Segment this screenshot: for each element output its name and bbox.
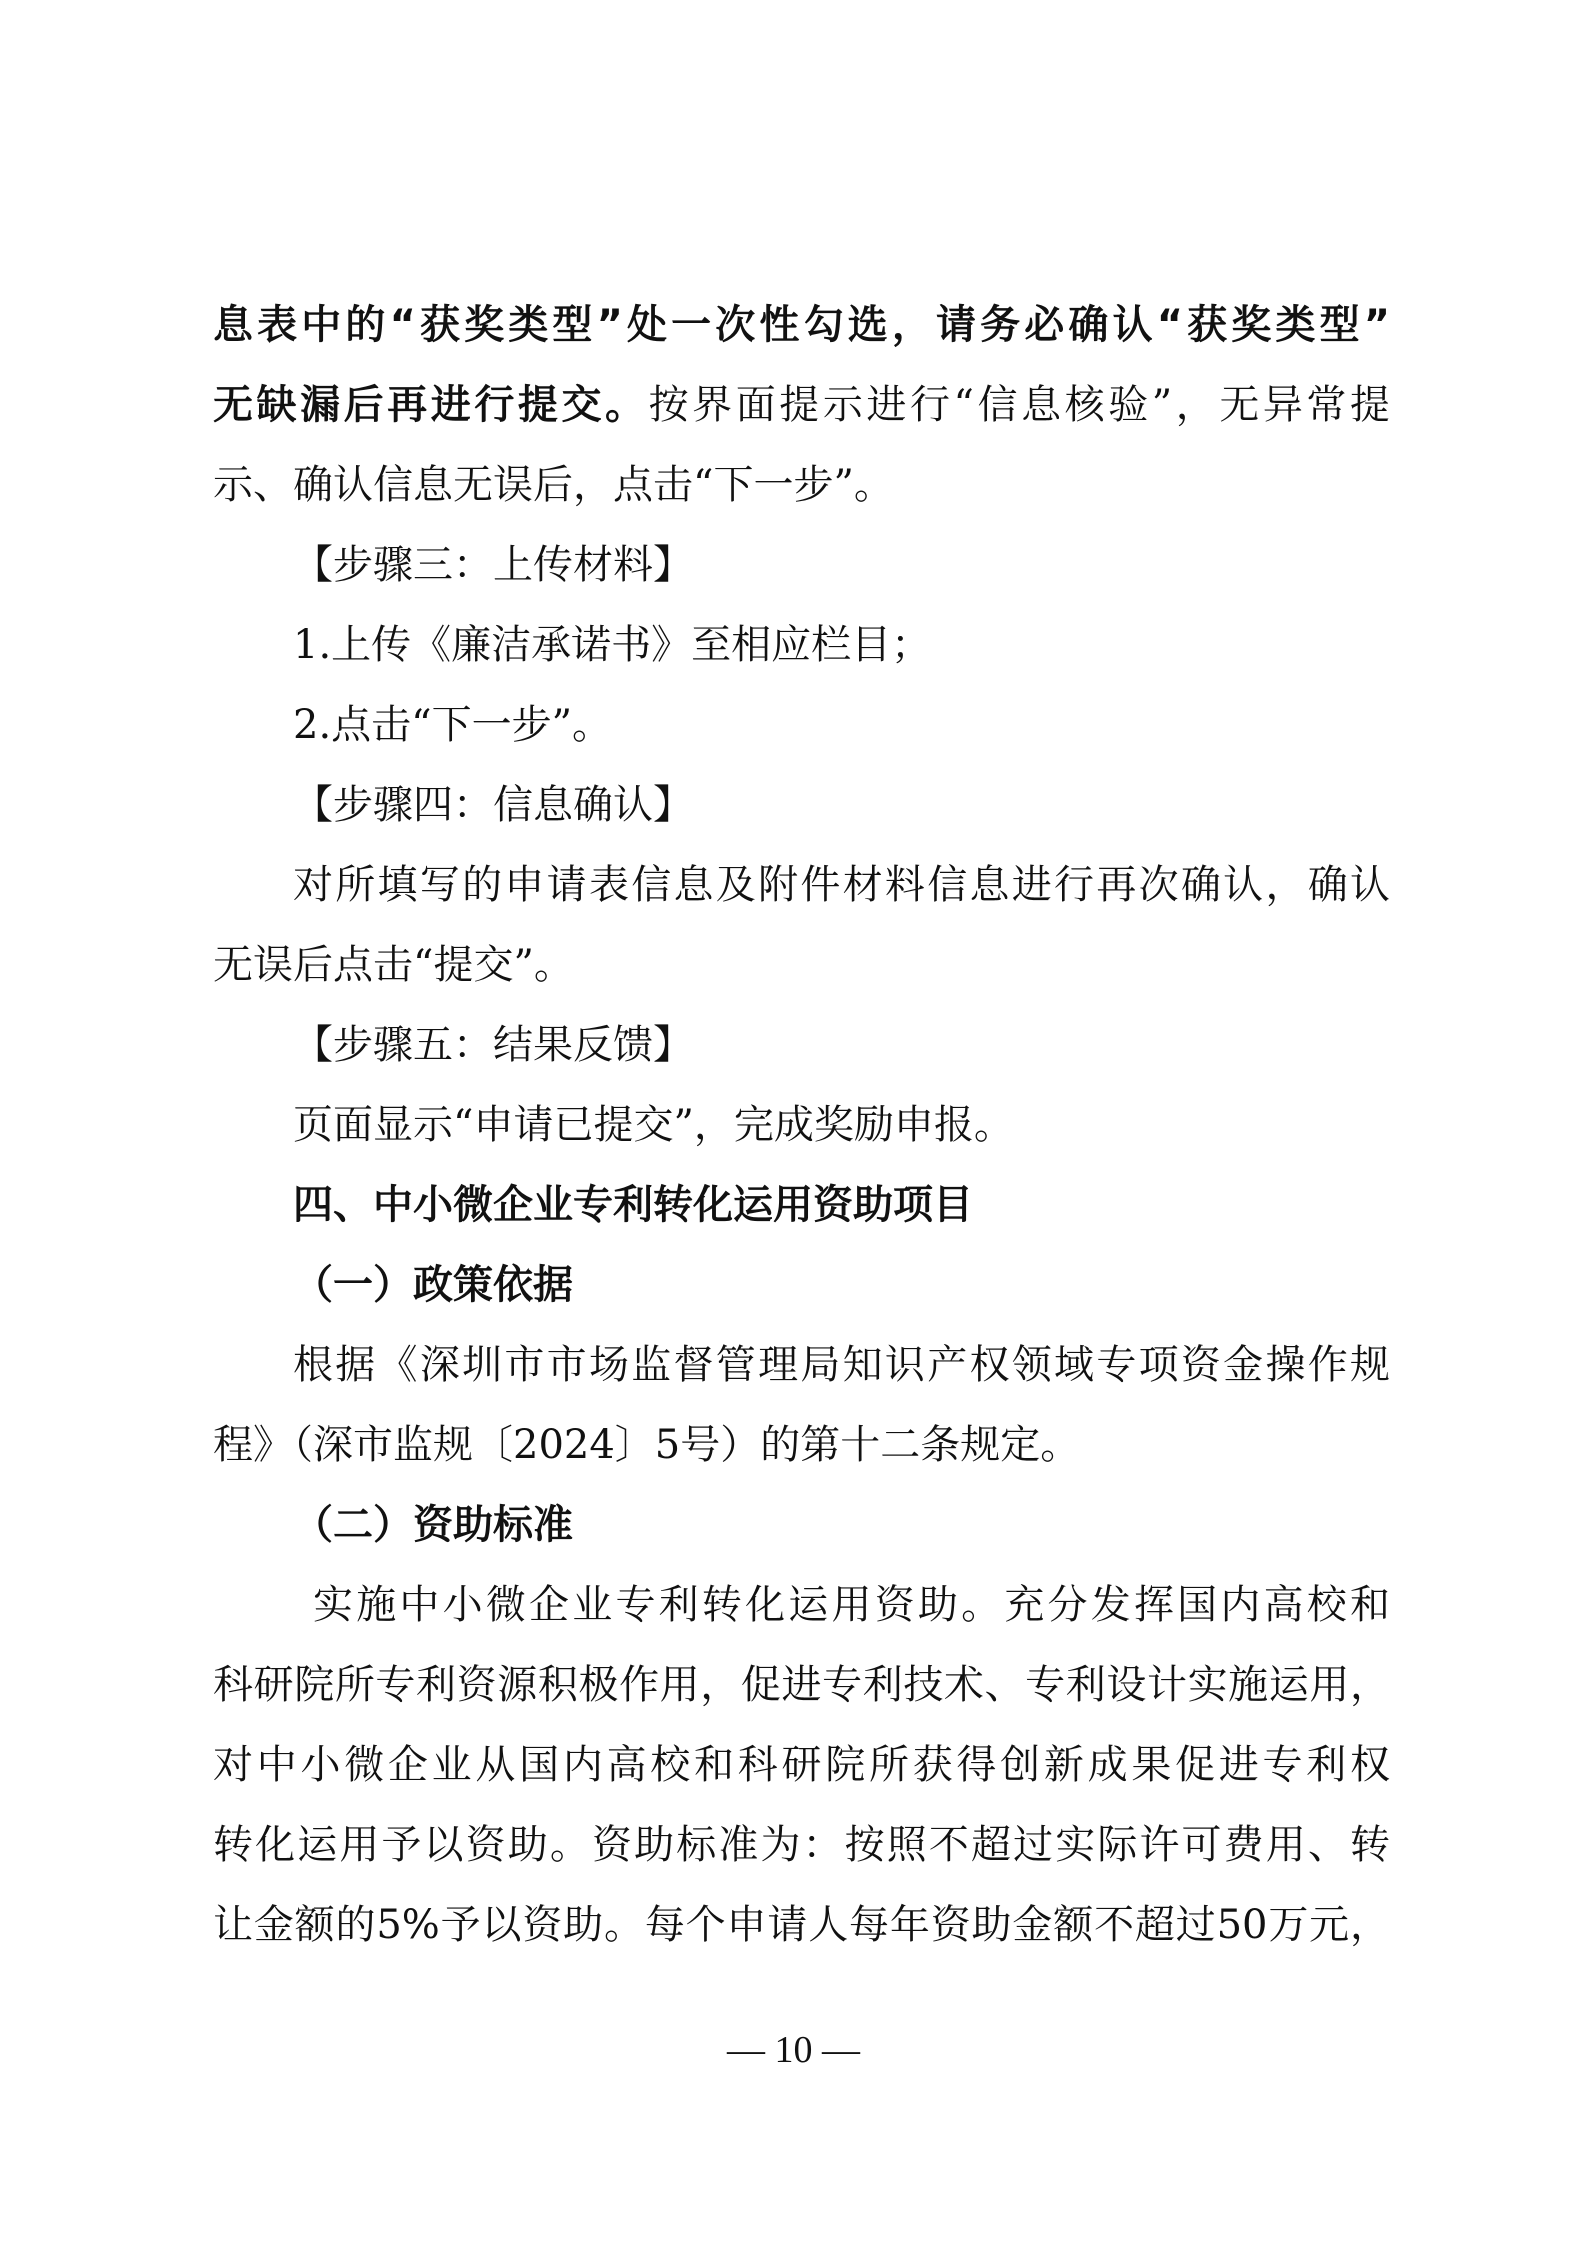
step2-line2-rest-text: 按界面提示进行“信息核验”，无异常提	[648, 382, 1390, 428]
section4-sub2-line1: 实施中小微企业专利转化运用资助。充分发挥国内高校和	[313, 1582, 1390, 1628]
step2-continuation-line1	[213, 290, 1390, 360]
step2-continuation-line3: 示、确认信息无误后，点击“下一步”。	[213, 462, 894, 508]
step4-title: 【步骤四：信息确认】	[293, 782, 693, 828]
section4-sub2-line3: 对中小微企业从国内高校和科研院所获得创新成果促进专利权	[213, 1742, 1390, 1788]
step2-continuation-line2	[213, 370, 1390, 440]
step4-text-line2: 无误后点击“提交”。	[213, 942, 574, 988]
section4-sub2-line5: 让金额的5%予以资助。每个申请人每年资助金额不超过50万元，	[213, 1902, 1390, 1948]
step3-item2: 2.点击“下一步”。	[293, 702, 613, 748]
section4-sub1-line1: 根据《深圳市市场监督管理局知识产权领域专项资金操作规	[293, 1342, 1390, 1388]
step4-text-line1: 对所填写的申请表信息及附件材料信息进行再次确认，确认	[293, 862, 1390, 908]
section4-heading: 四、中小微企业专利转化运用资助项目	[293, 1182, 973, 1228]
section4-sub1-title: （一）政策依据	[293, 1262, 573, 1308]
section4-sub2-title: （二）资助标准	[293, 1502, 573, 1548]
step5-text: 页面显示“申请已提交”，完成奖励申报。	[293, 1102, 1014, 1148]
section4-sub2-line4: 转化运用予以资助。资助标准为：按照不超过实际许可费用、转	[213, 1822, 1390, 1868]
step3-item1: 1.上传《廉洁承诺书》至相应栏目；	[293, 622, 932, 668]
step5-title: 【步骤五：结果反馈】	[293, 1022, 693, 1068]
section4-sub2-line2: 科研院所专利资源积极作用，促进专利技术、专利设计实施运用，	[213, 1662, 1390, 1708]
section4-sub1-line2: 程》（深市监规〔2024〕5号）的第十二条规定。	[213, 1422, 1081, 1468]
page-number: — 10 —	[727, 2029, 860, 2071]
step2-line2-bold-text: 无缺漏后再进行提交。	[213, 382, 649, 428]
step3-title: 【步骤三：上传材料】	[293, 542, 693, 588]
step2-line1-text: 息表中的“获奖类型”处一次性勾选，请务必确认“获奖类型”	[213, 302, 1390, 348]
